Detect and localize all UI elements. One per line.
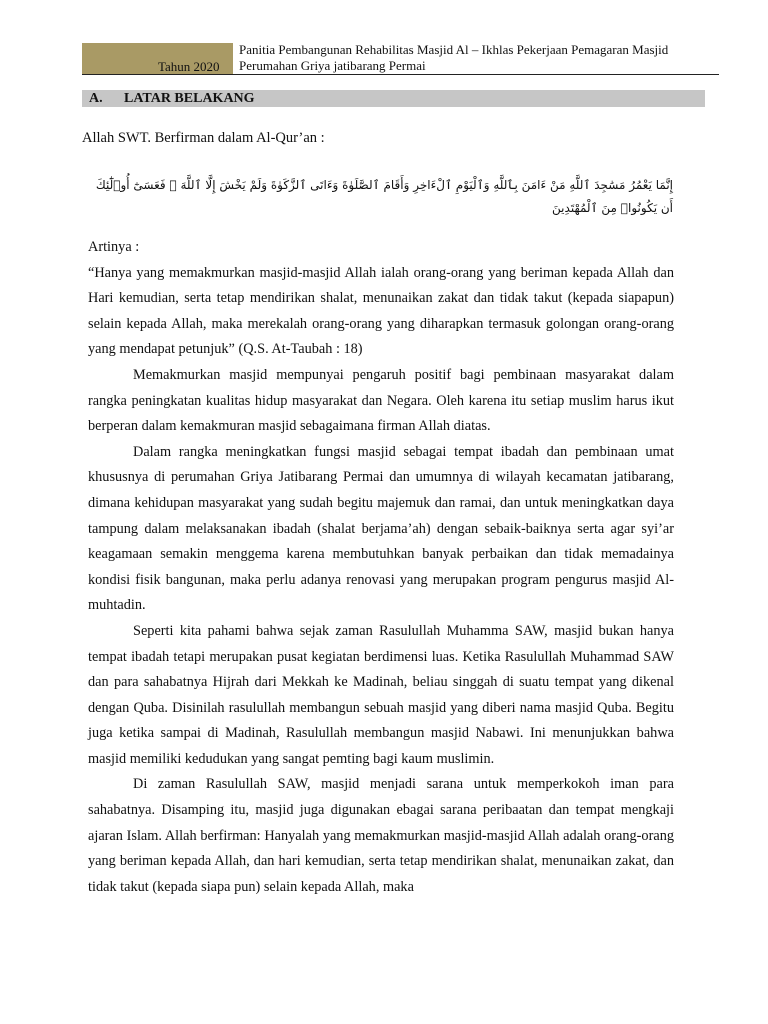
arabic-verse: إِنَّمَا يَعْمُرُ مَسَٰجِدَ ٱللَّهِ مَنْ ءَامَنَ بِٱللَّهِ وَٱلْيَوْمِ ٱلْءَاخِرِ وَأَقَامَ ٱلصَّلَوٰةَ وَءَاتَى ٱلزَّكَوٰةَ وَلَمْ يَخْشَ إِلَّا ٱللَّهَ ۖ فَعَسَىٰٓ أُو۟لَٰٓئِكَ أَن يَكُونُوا۟ مِنَ ٱلْمُهْتَدِينَ bbox=[95, 178, 673, 215]
header-title bbox=[239, 42, 719, 74]
header-rule bbox=[82, 74, 719, 75]
paragraph-4: Di zaman Rasulullah SAW, masjid menjadi sarana untuk memperkokoh iman para sahabatnya. Disamping itu, masjid juga digunakan ebagai sarana peribaatan dan tempat mengkaji ajaran Islam. Allah berfirman: Hanyalah yang memakmurkan masjid-masjid Allah adalah orang-orang yang beriman kepada Allah, dan hari kemudian, serta tetap mendirikan shalat, menunaikan zakat, dan tidak takut (kepada siapa pun) selain kepada Allah, maka bbox=[88, 776, 674, 895]
paragraph-1: Memakmurkan masjid mempunyai pengaruh positif bagi pembinaan masyarakat dalam rangka peningkatan kualitas hidup masyarakat dan Negara. Oleh karena itu setiap muslim harus ikut berperan dalam kemakmuran masjid sebagaimana firman Allah diatas. bbox=[88, 366, 674, 435]
artinya-label: Artinya : bbox=[88, 239, 140, 255]
translation-paragraph: “Hanya yang memakmurkan masjid-masjid Allah ialah orang-orang yang beriman kepada Allah dan Hari kemudian, serta tetap mendirikan shalat, menunaikan zakat dan tidak takut (kepada siapapun) selain kepada Allah, maka merekalah orang-orang yang diharapkan termasuk golongan orang-orang yang mendapat petunjuk” (Q.S. At-Taubah : 18) bbox=[88, 264, 674, 358]
intro-line: Allah SWT. Berfirman dalam Al-Qur’an : bbox=[82, 130, 325, 146]
header-year: Tahun 2020 bbox=[158, 59, 220, 74]
body-text bbox=[88, 235, 674, 900]
section-number: A. bbox=[89, 91, 103, 106]
section-title: LATAR BELAKANG bbox=[124, 91, 255, 106]
paragraph-2: Dalam rangka meningkatkan fungsi masjid sebagai tempat ibadah dan pembinaan umat khususnya di perumahan Griya Jatibarang Permai dan umumnya di wilayah kecamatan jatibarang, dimana kehidupan masyarakat yang sudah begitu majemuk dan ramai, dan untuk meningkatkan daya tampung dalam melaksanakan ibadah (shalat berjama’ah) dengan sebaik-baiknya serta agar syi’ar keagamaan semakin menggema karena membutuhkan banyak perbaikan dan tidak memadainya kondisi fisik bangunan, maka perlu adanya renovasi yang merupakan program pengurus masjid Al-muhtadin. bbox=[88, 443, 674, 614]
header-title-line2: Perumahan Griya jatibarang Permai bbox=[239, 58, 426, 73]
header-title-line1: Panitia Pembangunan Rehabilitas Masjid Al – Ikhlas Pekerjaan Pemagaran Masjid bbox=[239, 42, 669, 57]
paragraph-3: Seperti kita pahami bahwa sejak zaman Rasulullah Muhamma SAW, masjid bukan hanya tempat ibadah tetapi merupakan pusat kegiatan berdimensi luas. Ketika Rasulullah Muhammad SAW dan para sahabatnya Hijrah dari Mekkah ke Madinah, beliau singgah di suatu tempat yang dikenal dengan Quba. Disinilah rasulullah membangun sebuah masjid yang diberi nama masjid Quba. Begitu juga ketika sampai di Madinah, Rasulullah membangun masjid Nabawi. Ini menunjukkan bahwa masjid memiliki kedudukan yang sangat pemting bagi kaum muslimin. bbox=[88, 622, 674, 767]
